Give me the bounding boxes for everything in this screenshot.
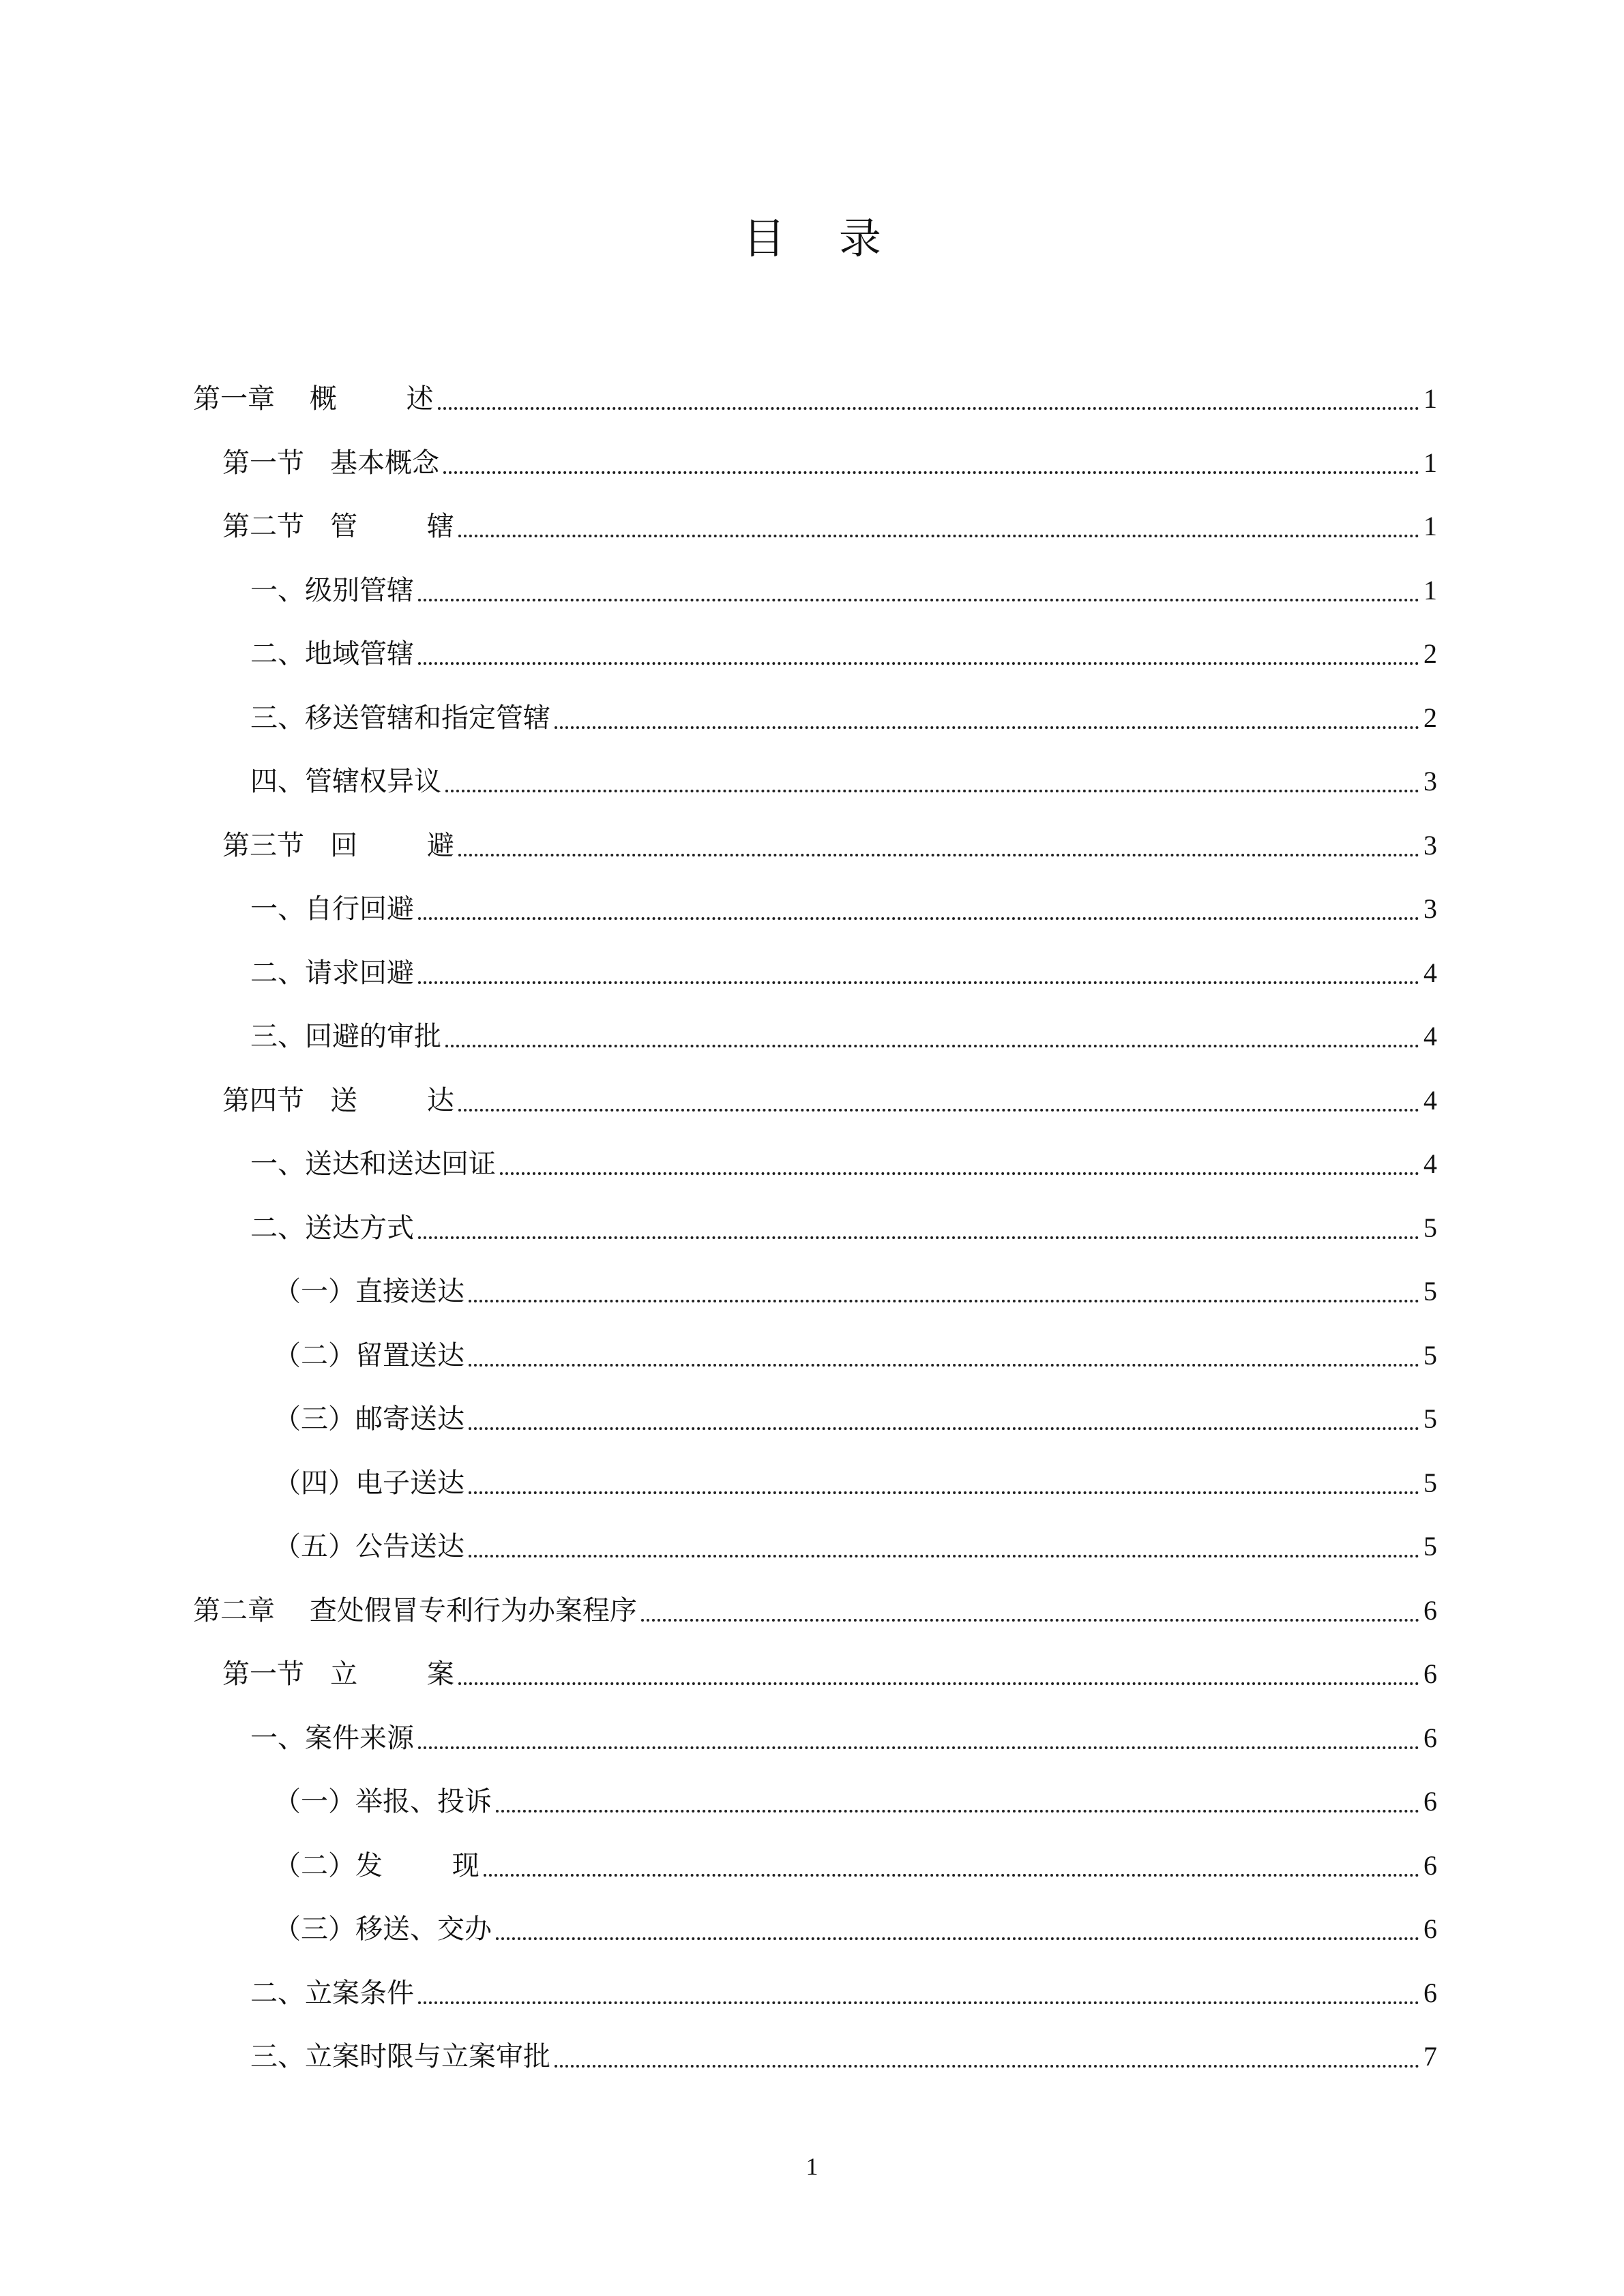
toc-entry-page: 6 xyxy=(1423,1722,1437,1753)
toc-entry-label: 二、地域管辖 xyxy=(250,638,414,670)
toc-entry-page: 1 xyxy=(1423,383,1437,414)
toc-entry-page: 1 xyxy=(1423,574,1437,606)
toc-entry-label: 第三节 回 避 xyxy=(222,829,454,861)
toc-dot-leader xyxy=(418,599,1419,601)
toc-dot-leader xyxy=(496,1937,1419,1940)
toc-entry-label: （三）移送、交办 xyxy=(274,1913,492,1945)
toc-dot-leader xyxy=(555,726,1419,729)
toc-dot-leader xyxy=(458,535,1419,537)
toc-entry-page: 4 xyxy=(1423,1084,1437,1116)
toc-entry-page: 2 xyxy=(1423,638,1437,669)
toc-entry-page: 4 xyxy=(1423,957,1437,988)
toc-entry-label: 第二章 查处假冒专利行为办案程序 xyxy=(193,1594,637,1626)
toc-entry-page: 3 xyxy=(1423,893,1437,924)
toc-dot-leader xyxy=(469,1364,1419,1367)
toc-entry[interactable] xyxy=(250,1016,1437,1057)
toc-entry[interactable] xyxy=(274,1399,1437,1440)
toc-dot-leader xyxy=(458,1682,1419,1685)
toc-entry-label: 四、管辖权异议 xyxy=(250,766,441,797)
toc-entry-label: （二）留置送达 xyxy=(274,1339,464,1371)
toc-entry[interactable] xyxy=(274,1909,1437,1950)
toc-entry[interactable] xyxy=(250,1144,1437,1184)
toc-entry-label: 二、立案条件 xyxy=(250,1977,414,2009)
toc-entry-page: 5 xyxy=(1423,1339,1437,1371)
toc-entry[interactable] xyxy=(222,506,1437,547)
toc-entry-label: （二）发 现 xyxy=(274,1849,479,1881)
toc-dot-leader xyxy=(469,1491,1419,1494)
toc-entry-page: 3 xyxy=(1423,829,1437,861)
toc-entry[interactable] xyxy=(250,633,1437,674)
toc-entry[interactable] xyxy=(250,1208,1437,1249)
toc-entry-label: 一、送达和送达回证 xyxy=(250,1148,496,1180)
toc-entry-page: 5 xyxy=(1423,1467,1437,1498)
toc-entry[interactable] xyxy=(222,1654,1437,1695)
toc-entry[interactable] xyxy=(222,443,1437,483)
toc-entry-page: 1 xyxy=(1423,447,1437,478)
toc-entry-label: 第一节 基本概念 xyxy=(222,447,440,479)
toc-dot-leader xyxy=(443,471,1419,474)
toc-entry-label: （一）直接送达 xyxy=(274,1276,464,1307)
toc-entry-page: 6 xyxy=(1423,1594,1437,1626)
toc-entry[interactable] xyxy=(250,570,1437,611)
toc-entry-page: 6 xyxy=(1423,1658,1437,1689)
toc-entry-page: 3 xyxy=(1423,766,1437,796)
toc-dot-leader xyxy=(555,2065,1419,2068)
toc-dot-leader xyxy=(458,1109,1419,1112)
toc-entry-label: 一、案件来源 xyxy=(250,1722,414,1754)
toc-entry[interactable] xyxy=(222,1080,1437,1121)
page-number: 1 xyxy=(806,2153,818,2180)
toc-dot-leader xyxy=(418,2001,1419,2004)
toc-entry-page: 5 xyxy=(1423,1212,1437,1243)
toc-entry-page: 1 xyxy=(1423,511,1437,541)
toc-entry-label: 二、请求回避 xyxy=(250,957,414,989)
toc-entry-label: （五）公告送达 xyxy=(274,1531,464,1562)
toc-entry[interactable] xyxy=(274,1335,1437,1376)
toc-entry-label: 第一节 立 案 xyxy=(222,1658,454,1690)
toc-entry-label: 三、移送管辖和指定管辖 xyxy=(250,702,550,734)
toc-entry-label: 二、送达方式 xyxy=(250,1212,414,1244)
toc-entry[interactable] xyxy=(250,2036,1437,2077)
toc-entry-page: 4 xyxy=(1423,1148,1437,1179)
toc-dot-leader xyxy=(418,917,1419,920)
toc-entry-label: 一、级别管辖 xyxy=(250,574,414,606)
toc-entry-page: 7 xyxy=(1423,2041,1437,2072)
toc-dot-leader xyxy=(445,790,1419,792)
toc-entry-label: （三）邮寄送达 xyxy=(274,1403,464,1435)
toc-entry[interactable] xyxy=(250,1973,1437,2014)
toc-dot-leader xyxy=(484,1874,1419,1877)
toc-dot-leader xyxy=(418,1236,1419,1239)
toc-dot-leader xyxy=(469,1300,1419,1302)
toc-entry[interactable] xyxy=(250,953,1437,994)
toc-dot-leader xyxy=(500,1172,1419,1175)
toc-entry[interactable] xyxy=(250,761,1437,802)
toc-entry-label: 三、回避的审批 xyxy=(250,1021,441,1052)
toc-dot-leader xyxy=(445,1045,1419,1047)
toc-dot-leader xyxy=(496,1810,1419,1813)
toc-entry-label: 第二节 管 辖 xyxy=(222,511,454,542)
toc-entry-page: 5 xyxy=(1423,1403,1437,1434)
toc-dot-leader xyxy=(458,854,1419,856)
toc-entry[interactable] xyxy=(250,698,1437,739)
toc-entry-label: 三、立案时限与立案审批 xyxy=(250,2041,550,2072)
toc-entry-label: 一、自行回避 xyxy=(250,893,414,925)
toc-dot-leader xyxy=(418,981,1419,984)
toc-dot-leader xyxy=(469,1555,1419,1557)
toc-entry-label: （一）举报、投诉 xyxy=(274,1786,492,1817)
toc-entry[interactable] xyxy=(274,1463,1437,1504)
toc-entry[interactable] xyxy=(274,1526,1437,1567)
toc-entry-label: 第四节 送 达 xyxy=(222,1084,454,1116)
toc-entry-page: 4 xyxy=(1423,1021,1437,1052)
toc-entry-page: 6 xyxy=(1423,1786,1437,1817)
toc-entry-page: 5 xyxy=(1423,1531,1437,1562)
toc-entry[interactable] xyxy=(250,1718,1437,1759)
toc-entry[interactable] xyxy=(274,1781,1437,1822)
toc-entry-label: 第一章 概 述 xyxy=(193,383,434,415)
toc-dot-leader xyxy=(418,662,1419,665)
toc-dot-leader xyxy=(438,407,1419,410)
toc-entry[interactable] xyxy=(274,1271,1437,1312)
page-title: 目 录 xyxy=(743,213,881,263)
toc-entry[interactable] xyxy=(222,825,1437,866)
toc-entry-page: 6 xyxy=(1423,1913,1437,1944)
toc-entry[interactable] xyxy=(193,378,1437,419)
toc-entry-label: （四）电子送达 xyxy=(274,1467,464,1499)
toc-entry[interactable] xyxy=(250,889,1437,929)
toc-dot-leader xyxy=(641,1619,1419,1622)
toc-entry[interactable] xyxy=(274,1845,1437,1886)
toc-entry-page: 2 xyxy=(1423,702,1437,733)
toc-entry-page: 5 xyxy=(1423,1276,1437,1307)
toc-entry[interactable] xyxy=(193,1590,1437,1631)
toc-entry-page: 6 xyxy=(1423,1849,1437,1881)
toc-entry-page: 6 xyxy=(1423,1977,1437,2008)
toc-dot-leader xyxy=(469,1427,1419,1430)
toc-dot-leader xyxy=(418,1746,1419,1749)
